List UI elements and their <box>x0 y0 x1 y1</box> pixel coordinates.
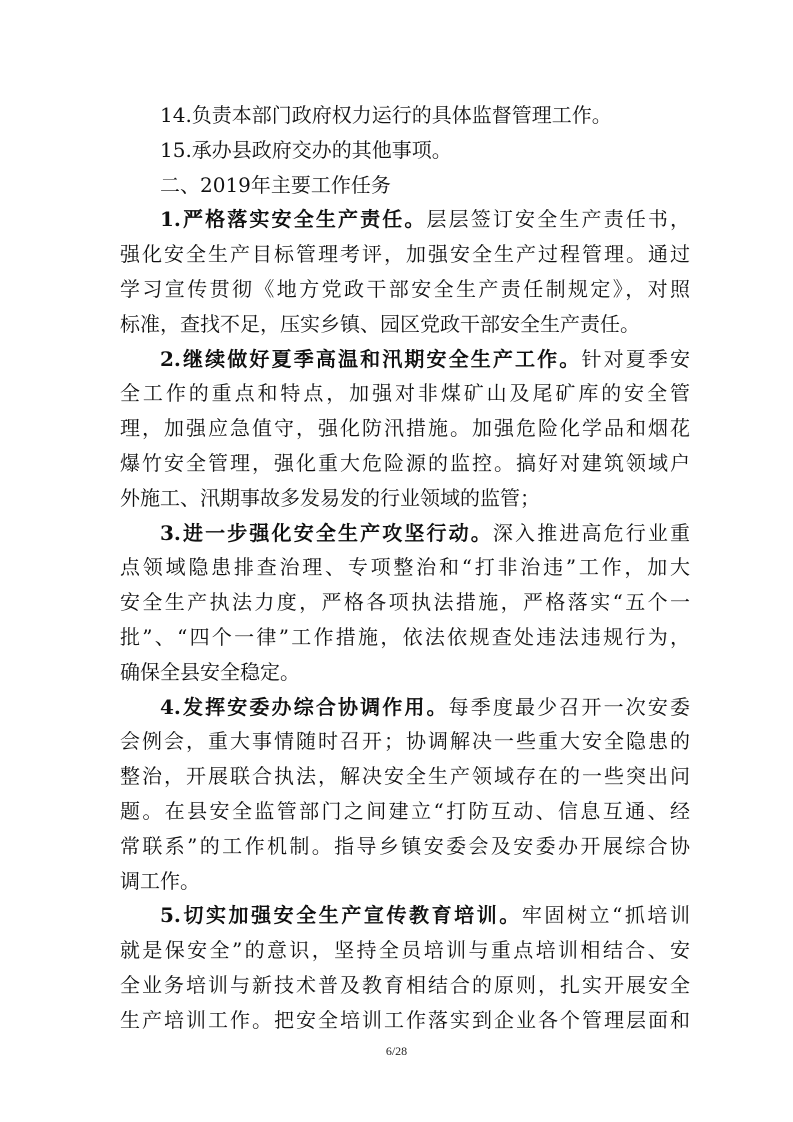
task-1-line: 强化安全生产目标管理考评，加强安全生产过程管理。通过 <box>120 242 690 267</box>
task-4-line: 题。在县安全监管部门之间建立“打防互动、信息互通、经 <box>120 798 690 823</box>
task-2-title: 2.继续做好夏季高温和汛期安全生产工作。 <box>160 346 582 371</box>
task-3-line: 确保全县安全稳定。 <box>120 659 300 684</box>
task-3-line: 批”、“四个一律”工作措施，依法依规查处违法违规行为， <box>120 624 690 649</box>
task-3-title: 3.进一步强化安全生产攻坚行动。 <box>160 520 493 545</box>
section-heading: 二、2019年主要工作任务 <box>160 172 391 197</box>
task-4-line: 整治，开展联合执法，解决安全生产领域存在的一些突出问 <box>120 764 690 789</box>
task-3-text: 深入推进高危行业重 <box>492 520 690 545</box>
task-2-line: 理，加强应急值守，强化防汛措施。加强危险化学品和烟花 <box>120 416 690 441</box>
task-2-line: 外施工、汛期事故多发易发的行业领域的监管； <box>120 485 540 510</box>
document-body <box>120 98 690 1038</box>
page-number: 6/28 <box>385 1044 408 1058</box>
task-1-first-line <box>120 202 690 237</box>
task-5-line: 就是保安全”的意识，坚持全员培训与重点培训相结合、安 <box>120 938 690 963</box>
task-5-title: 5.切实加强安全生产宣传教育培训。 <box>160 903 522 928</box>
task-4-line: 常联系”的工作机制。指导乡镇安委会及安委办开展综合协 <box>120 833 690 858</box>
task-5-text: 牢固树立“抓培训 <box>521 903 690 928</box>
task-1-title: 1.严格落实安全生产责任。 <box>160 207 427 232</box>
task-1-line: 学习宣传贯彻《地方党政干部安全生产责任制规定》，对照 <box>120 276 690 301</box>
task-5-first-line <box>120 898 690 933</box>
list-item-15: 15.承办县政府交办的其他事项。 <box>160 137 452 162</box>
task-1-text: 层层签订安全生产责任书， <box>426 207 690 232</box>
task-2-line: 爆竹安全管理，强化重大危险源的监控。搞好对建筑领域户 <box>120 450 690 475</box>
task-2-line: 全工作的重点和特点，加强对非煤矿山及尾矿库的安全管 <box>120 381 690 406</box>
task-4-title: 4.发挥安委办综合协调作用。 <box>160 694 449 719</box>
task-2-first-line <box>120 342 690 377</box>
task-3-line: 安全生产执法力度，严格各项执法措施，严格落实“五个一 <box>120 590 690 615</box>
task-4-text: 每季度最少召开一次安委 <box>448 694 690 719</box>
task-2-text: 针对夏季安 <box>581 346 690 371</box>
task-1-line: 标准，查找不足，压实乡镇、园区党政干部安全生产责任。 <box>120 311 640 336</box>
task-3-line: 点领域隐患排查治理、专项整治和“打非治违”工作，加大 <box>120 555 690 580</box>
list-item-14: 14.负责本部门政府权力运行的具体监督管理工作。 <box>160 103 612 127</box>
task-4-first-line <box>120 690 690 725</box>
task-4-line: 调工作。 <box>120 868 200 893</box>
task-4-line: 会例会，重大事情随时召开；协调解决一些重大安全隐患的 <box>120 729 690 754</box>
task-3-first-line <box>120 516 690 551</box>
task-5-line: 生产培训工作。把安全培训工作落实到企业各个管理层面和 <box>120 1007 690 1032</box>
task-5-line: 全业务培训与新技术普及教育相结合的原则，扎实开展安全 <box>120 972 690 997</box>
